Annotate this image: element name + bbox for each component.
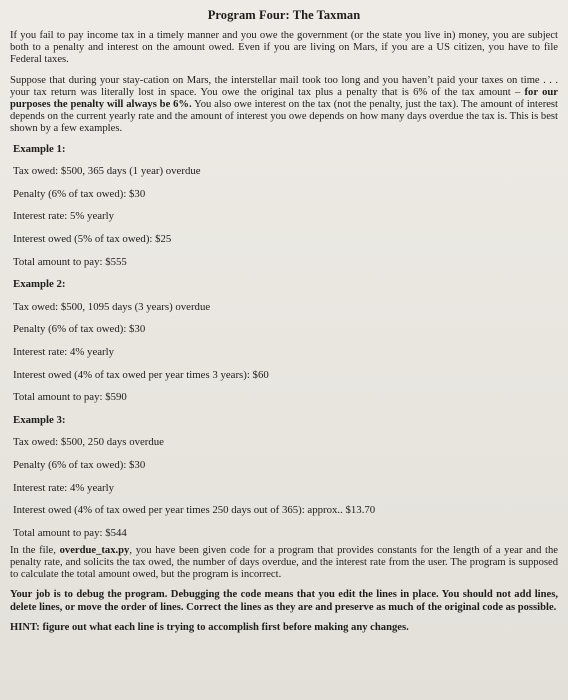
file-text-end: , you have been given code for a program that provides constants for the length of a year and the penalty rate, and solicits the tax owed, the number of days overdue, and the interest rate from the user. The program is supposed to calculate the total amount owed, but the program is incorrect. xyxy=(10,544,558,581)
file-paragraph xyxy=(10,545,558,582)
example-3-line: Interest rate: 4% yearly xyxy=(13,481,115,494)
intro-paragraph: If you fail to pay income tax in a timely manner and you owe the government (or the state you live in) money, you are subject both to a penalty and interest on the amount owed. Even if you are living on Mars, if you are a US citizen, you have to file Federal taxes. xyxy=(10,30,558,66)
example-3-line: Penalty (6% of tax owed): $30 xyxy=(13,458,146,471)
examples-section xyxy=(10,143,558,539)
example-1-line: Tax owed: $500, 365 days (1 year) overdue xyxy=(13,165,201,178)
hint-label: HINT: xyxy=(10,621,40,633)
example-2-line: Tax owed: $500, 1095 days (3 years) overdue xyxy=(13,300,211,313)
file-text: In the file, xyxy=(10,544,60,556)
page-title: Program Four: The Taxman xyxy=(207,8,361,22)
story-text-end: You also owe interest on the tax (not the penalty, just the tax). The amount of interest depends on the current yearly rate and the amount of interest you owe depends on how many days overdue the tax is. This is best shown by a few examples. xyxy=(10,99,559,135)
example-1-line: Interest owed (5% of tax owed): $25 xyxy=(13,233,172,245)
example-3-line: Total amount to pay: $544 xyxy=(13,526,127,539)
example-1-line: Penalty (6% of tax owed): $30 xyxy=(13,187,146,200)
story-text: Suppose that during your stay-cation on Mars, the interstellar mail took too long and you haven’t paid your taxes on time . . . your tax return was literally lost in space. You owe the original tax plus a penalty that is 6% of the tax amount – xyxy=(10,74,558,98)
example-2-line: Interest owed (4% of tax owed per year times 3 years): $60 xyxy=(13,368,269,381)
hint-text: figure out what each line is trying to accomplish first before making any changes. xyxy=(39,621,409,633)
job-paragraph: Your job is to debug the program. Debugging the code means that you edit the lines in place. You should not add lines, delete lines, or move the order of lines. Correct the lines as they are and preserve as much of the original code as possible. xyxy=(10,589,558,613)
filename: overdue_tax.py xyxy=(59,544,130,556)
example-1-line: Interest rate: 5% yearly xyxy=(13,210,115,223)
example-2-line: Total amount to pay: $590 xyxy=(13,391,127,404)
story-paragraph xyxy=(10,75,558,136)
penalty-emphasis: for our purposes the penalty will always be 6%. xyxy=(10,86,559,111)
example-3-line: Interest owed (4% of tax owed per year times 250 days out of 365): approx.. $13.70 xyxy=(13,504,376,517)
example-2-line: Interest rate: 4% yearly xyxy=(13,345,115,358)
example-2-label: Example 2: xyxy=(13,278,66,291)
example-1-line: Total amount to pay: $555 xyxy=(13,255,127,268)
hint-paragraph xyxy=(10,622,558,634)
example-3-label: Example 3: xyxy=(13,413,66,426)
example-3-line: Tax owed: $500, 250 days overdue xyxy=(13,436,164,449)
example-1-label: Example 1: xyxy=(13,142,66,155)
example-2-line: Penalty (6% of tax owed): $30 xyxy=(13,323,146,336)
